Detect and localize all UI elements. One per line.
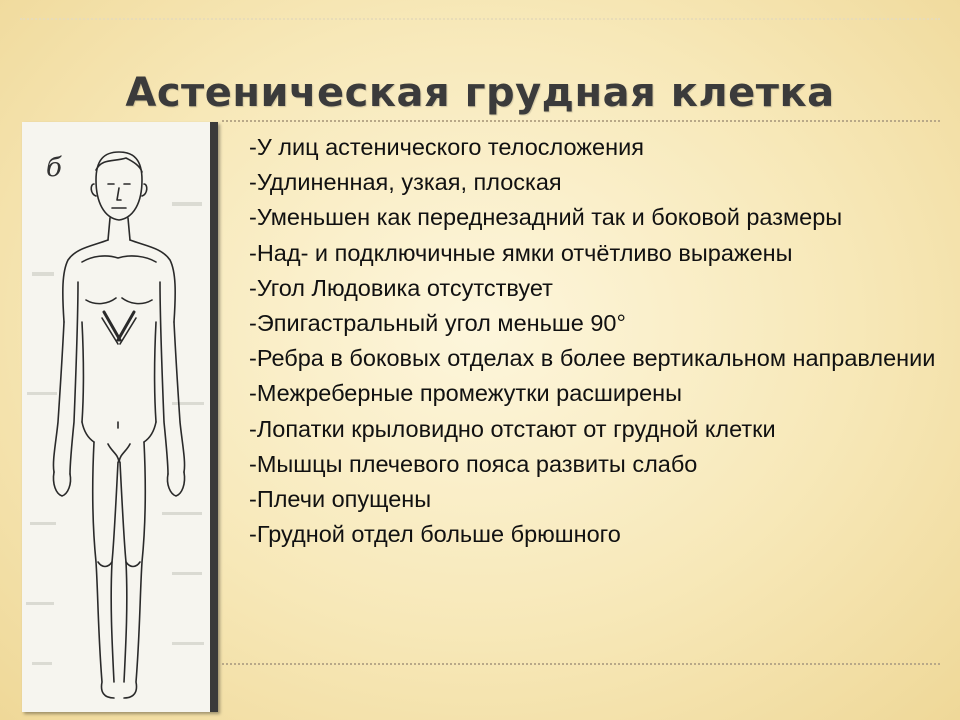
list-item: -Эпигастральный угол меньше 90° [249,310,626,337]
list-item: -Удлиненная, узкая, плоская [249,169,562,196]
list-item: -Межреберные промежутки расширены [249,380,683,407]
list-item: -Мышцы плечевого пояса развиты слабо [249,450,698,477]
characteristics-list [249,130,939,552]
body-figure-illustration [22,122,218,712]
list-item: -Лопатки крыловидно отстают от грудной клетки [249,415,776,442]
bottom-dotted-rule [222,663,940,665]
list-item: -Уменьшен как переднезадний так и боковой размеры [249,204,843,231]
list-item: -У лиц астенического телосложения [249,134,644,160]
list-item: -Плечи опущены [249,486,432,513]
list-item: -Ребра в боковых отделах в более вертикальном направлении [249,345,936,372]
list-item: -Над- и подключичные ямки отчётливо выражены [249,239,793,266]
top-dotted-rule [20,18,940,20]
title-dotted-rule [222,120,940,122]
figure-label: б [46,153,62,183]
list-item: -Грудной отдел больше брюшного [249,521,621,548]
list-item: -Угол Людовика отсутствует [249,274,553,301]
slide-title: Астеническая грудная клетка [125,70,835,116]
asthenic-body-drawing [22,122,210,712]
